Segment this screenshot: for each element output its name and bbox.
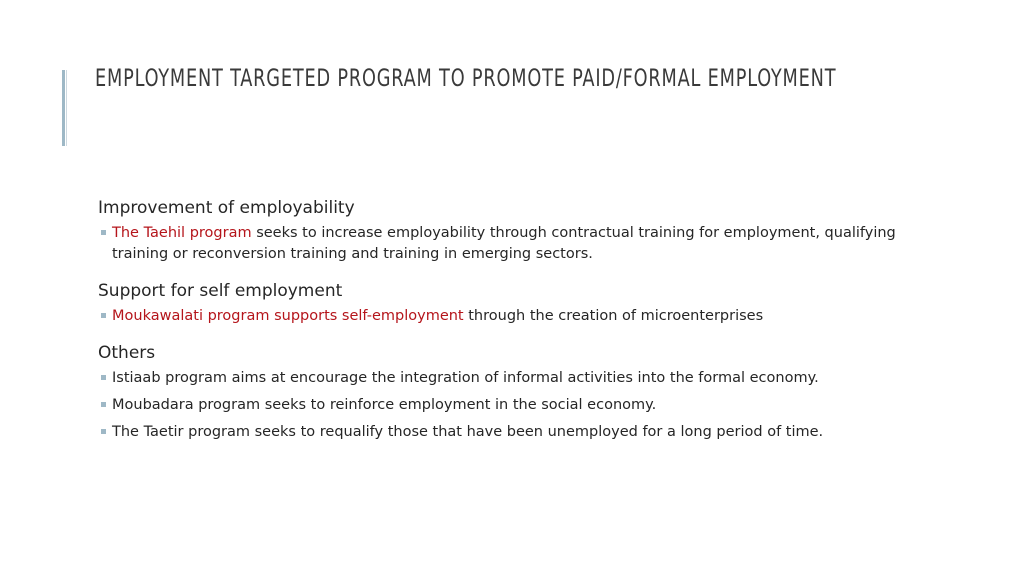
bullet-square-icon: [101, 313, 106, 318]
slide-body: [98, 196, 898, 457]
bullet-item: [98, 368, 898, 389]
bullet-text: through the creation of microenterprises: [463, 308, 764, 324]
program-highlight: The Taehil program: [112, 225, 252, 241]
bullet-square-icon: [101, 230, 106, 235]
section-employability: [98, 196, 898, 265]
bullet-text: seeks to increase employability through contractual training for employment, qualifying training or reconversion training and training in emerging sectors.: [112, 225, 896, 262]
bullet-text: Istiaab program aims at encourage the integration of informal activities into the formal economy.: [112, 370, 819, 386]
slide-title: EMPLOYMENT TARGETED PROGRAM TO PROMOTE PAID/FORMAL EMPLOYMENT: [95, 64, 837, 92]
section-heading: Others: [98, 343, 156, 363]
title-accent-bar: [62, 70, 65, 146]
bullet-text: Moubadara program seeks to reinforce employment in the social economy.: [112, 397, 657, 413]
program-highlight: Moukawalati program supports self-employment: [112, 308, 464, 324]
bullet-text: The Taetir program seeks to requalify those that have been unemployed for a long period of time.: [112, 424, 824, 440]
bullet-square-icon: [101, 429, 106, 434]
bullet-item: [98, 395, 898, 416]
bullet-square-icon: [101, 375, 106, 380]
bullet-item: [98, 306, 898, 327]
section-heading: Improvement of employability: [98, 198, 355, 218]
title-accent-line: [66, 70, 67, 146]
bullet-square-icon: [101, 402, 106, 407]
section-others: [98, 341, 898, 443]
section-heading: Support for self employment: [98, 281, 343, 301]
bullet-item: [98, 223, 898, 265]
bullet-item: [98, 422, 898, 443]
section-self-employment: [98, 279, 898, 327]
